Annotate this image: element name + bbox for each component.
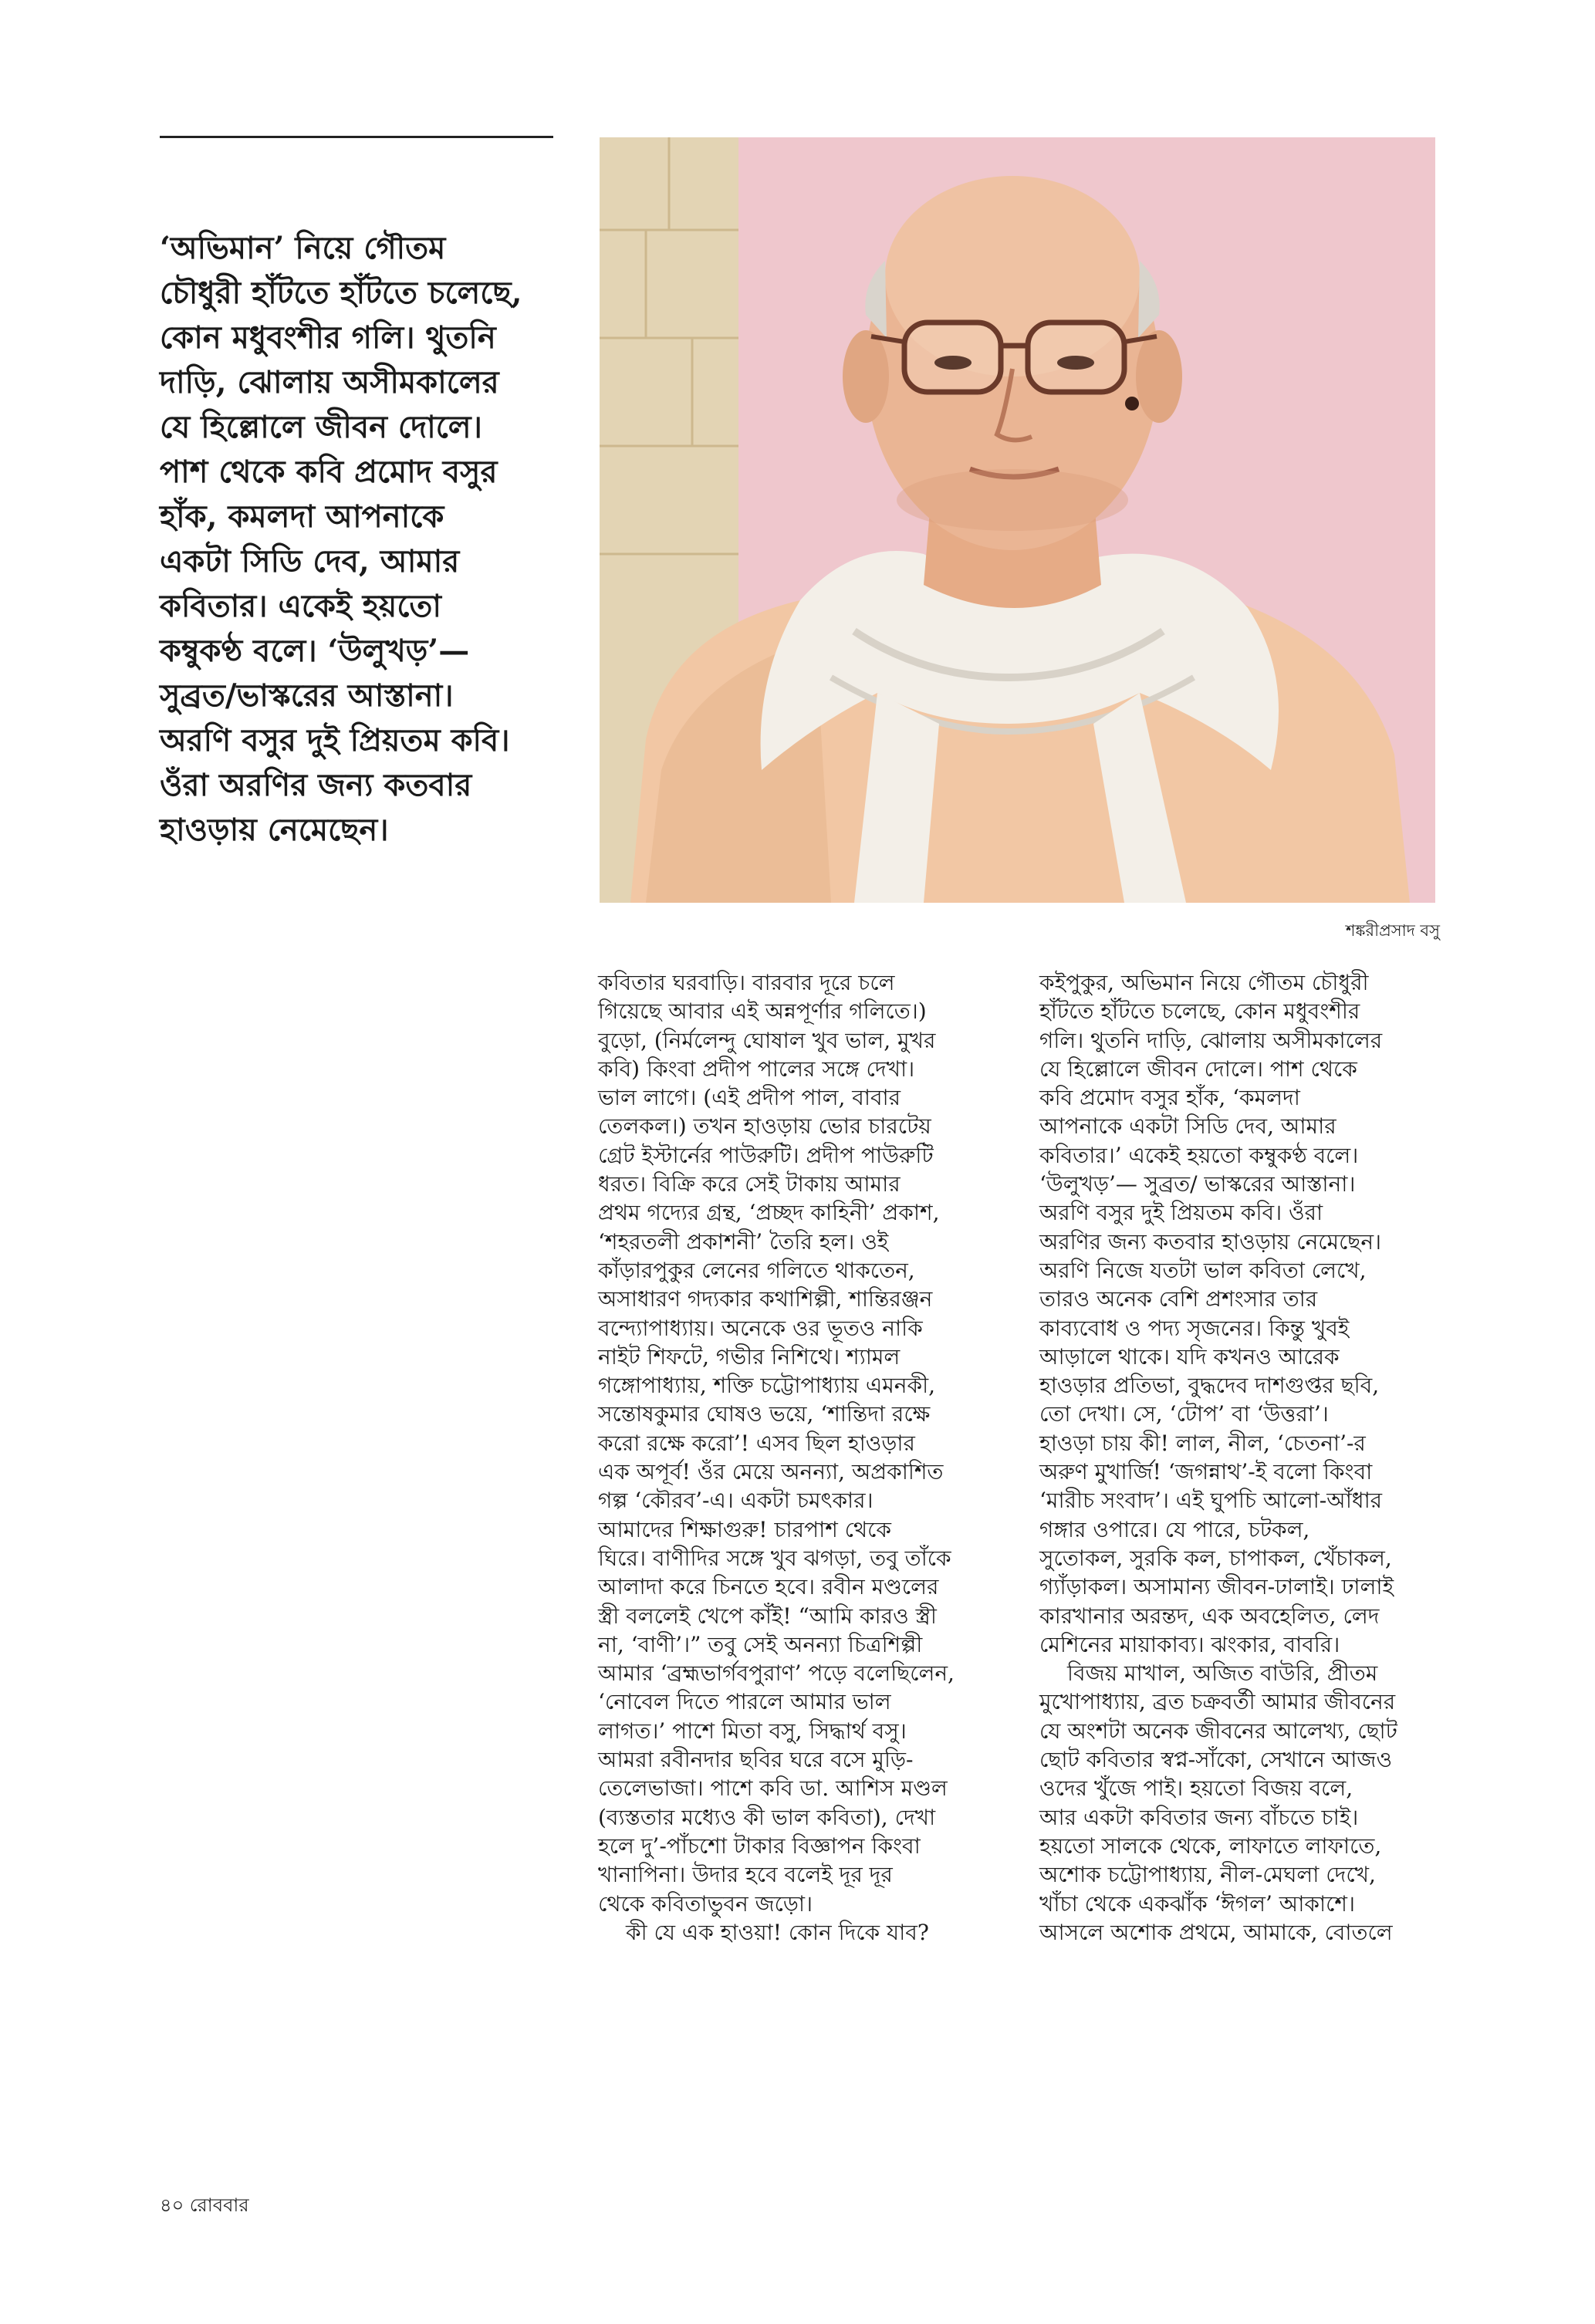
text-line: কইপুকুর, অভিমান নিয়ে গৌতম চৌধুরী <box>1039 970 1369 995</box>
text-line: যে হিল্লোলে জীবন দোলে। পাশ থেকে <box>1039 1056 1357 1082</box>
text-line: সন্তোষকুমার ঘোষও ভয়ে, ‘শান্তিদা রক্ষে <box>598 1401 931 1427</box>
text-line: খাঁচা থেকে একঝাঁক ‘ঈগল’ আকাশে। <box>1039 1890 1355 1917</box>
text-line: হাওড়া চায় কী! লাল, নীল, ‘চেতনা’-র <box>1039 1430 1366 1456</box>
text-line: প্রথম গদ্যের গ্রন্থ, ‘প্রচ্ছদ কাহিনী’ প্রকাশ, <box>598 1200 940 1226</box>
portrait-photo <box>600 137 1435 903</box>
text-line: ‘শহরতলী প্রকাশনী’ তৈরি হল। ওই <box>598 1228 889 1255</box>
text-line: বন্দ্যোপাধ্যায়। অনেকে ওর ভূতও নাকি <box>598 1315 923 1341</box>
text-line: বুড়ো, (নির্মলেন্দু ঘোষাল খুব ভাল, মুখর <box>598 1027 936 1053</box>
text-line: তেলেভাজা। পাশে কবি ডা. আশিস মণ্ডল <box>598 1775 948 1802</box>
pull-quote-line: কোন মধুবংশীর গলি। থুতনি <box>160 319 496 356</box>
text-line: ঘিরে। বাণীদির সঙ্গে খুব ঝগড়া, তবু তাঁকে <box>598 1545 951 1571</box>
pull-quote-line: চৌধুরী হাঁটতে হাঁটতে চলেছে, <box>160 275 522 311</box>
pull-quote-line: সুব্রত/ভাস্করের আস্তানা। <box>160 677 454 714</box>
text-line: তারও অনেক বেশি প্রশংসার তার <box>1039 1286 1318 1312</box>
text-line: অরুণ মুখার্জি! ‘জগন্নাথ’-ই বলো কিংবা <box>1039 1459 1373 1485</box>
top-rule <box>160 136 553 138</box>
text-line: ধরত। বিক্রি করে সেই টাকায় আমার <box>598 1171 901 1197</box>
text-line: অরণি নিজে যতটা ভাল কবিতা লেখে, <box>1039 1257 1367 1283</box>
pull-quote-line: হাওড়ায় নেমেছেন। <box>160 812 389 848</box>
text-line: না, ‘বাণী’।” তবু সেই অনন্যা চিত্রশিল্পী <box>598 1631 923 1657</box>
text-line: কাব্যবোধ ও পদ্য সৃজনের। কিন্তু খুবই <box>1039 1315 1350 1341</box>
pull-quote-line: ‘অভিমান’ নিয়ে গৌতম <box>160 230 446 266</box>
text-line: ‘উলুখড়’— সুব্রত/ ভাস্করের আস্তানা। <box>1039 1171 1356 1197</box>
pull-quote-line: কবিতার। একেই হয়তো <box>160 588 442 624</box>
pull-quote-line: হাঁক, কমলদা আপনাকে <box>160 498 444 535</box>
text-line: অরণি বসুর দুই প্রিয়তম কবি। ওঁরা <box>1039 1200 1323 1226</box>
text-line: আমাদের শিক্ষাগুরু! চারপাশ থেকে <box>598 1516 891 1542</box>
text-line: কারখানার অরন্তদ, এক অবহেলিত, লেদ <box>1039 1603 1380 1629</box>
text-line: কী যে এক হাওয়া! কোন দিকে যাব? <box>626 1919 929 1945</box>
text-line: গঙ্গোপাধ্যায়, শক্তি চট্টোপাধ্যায় এমনকী, <box>598 1373 935 1399</box>
text-line: হাওড়ার প্রতিভা, বুদ্ধদেব দাশগুপ্তর ছবি, <box>1039 1373 1380 1399</box>
text-line: (ব্যস্ততার মধ্যেও কী ভাল কবিতা), দেখা <box>598 1804 936 1830</box>
text-line: তো দেখা। সে, ‘টোপ’ বা ‘উত্তরা’। <box>1039 1401 1329 1427</box>
text-line: হাঁটতে হাঁটতে চলেছে, কোন মধুবংশীর <box>1039 998 1360 1025</box>
text-line: গ্যাঁড়াকল। অসামান্য জীবন-ঢালাই। ঢালাই <box>1039 1574 1394 1600</box>
text-line: কাঁড়ারপুকুর লেনের গলিতে থাকতেন, <box>598 1257 915 1283</box>
text-line: হয়তো সালকে থেকে, লাফাতে লাফাতে, <box>1039 1833 1382 1859</box>
text-line: আসলে অশোক প্রথমে, আমাকে, বোতলে <box>1039 1919 1393 1945</box>
text-line: তেলকল।) তখন হাওড়ায় ভোর চারটেয় <box>598 1113 931 1140</box>
text-line: ওদের খুঁজে পাই। হয়তো বিজয় বলে, <box>1039 1775 1353 1802</box>
text-line: করো রক্ষে করো’! এসব ছিল হাওড়ার <box>598 1430 915 1456</box>
text-line: গঙ্গার ওপারে। যে পারে, চটকল, <box>1039 1516 1310 1542</box>
pull-quote-line: অরণি বসুর দুই প্রিয়তম কবি। <box>160 722 510 758</box>
text-line: কবি প্রমোদ বসুর হাঁক, ‘কমলদা <box>1039 1085 1300 1111</box>
text-line: কবিতার ঘরবাড়ি। বারবার দূরে চলে <box>598 970 895 995</box>
photo-caption: শঙ্করীপ্রসাদ বসু <box>1345 921 1440 940</box>
pull-quote-line: দাড়ি, ঝোলায় অসীমকালের <box>160 364 499 400</box>
article-column-right <box>1039 968 1448 1947</box>
text-line: খানাপিনা। উদার হবে বলেই দূর দূর <box>598 1862 893 1888</box>
text-line: ‘মারীচ সংবাদ’। এই ঘুপচি আলো-আঁধার <box>1039 1488 1383 1514</box>
text-line: গল্প ‘কৌরব’-এ। একটা চমৎকার। <box>598 1488 874 1514</box>
text-line: ভাল লাগে। (এই প্রদীপ পাল, বাবার <box>598 1085 901 1111</box>
text-line: গিয়েছে আবার এই অন্নপূর্ণার গলিতে।) <box>598 998 927 1025</box>
text-line: বিজয় মাখাল, অজিত বাউরি, প্রীতম <box>1067 1660 1378 1687</box>
text-line: মেশিনের মায়াকাব্য। ঝংকার, বাবরি। <box>1039 1631 1340 1657</box>
text-line: মুখোপাধ্যায়, ব্রত চক্রবর্তী আমার জীবনের <box>1039 1689 1396 1715</box>
text-line: আর একটা কবিতার জন্য বাঁচতে চাই। <box>1039 1804 1359 1830</box>
pull-quote-line: একটা সিডি দেব, আমার <box>160 543 460 579</box>
text-line: কবিতার।’ একেই হয়তো কম্বুকণ্ঠ বলে। <box>1039 1142 1359 1168</box>
text-line: স্ত্রী বললেই খেপে কাঁই! “আমি কারও স্ত্রী <box>598 1603 937 1629</box>
pull-quote-line: ওঁরা অরণির জন্য কতবার <box>160 767 472 803</box>
text-line: আপনাকে একটা সিডি দেব, আমার <box>1039 1113 1336 1140</box>
pull-quote-line: যে হিল্লোলে জীবন দোলে। <box>160 409 482 445</box>
text-line: লাগত।’ পাশে মিতা বসু, সিদ্ধার্থ বসু। <box>598 1718 907 1744</box>
pull-quote <box>160 226 561 853</box>
text-line: অশোক চট্টোপাধ্যায়, নীল-মেঘলা দেখে, <box>1039 1862 1376 1888</box>
page-folio: ৪০ রোববার <box>160 2194 249 2216</box>
portrait-illustration <box>600 137 1435 903</box>
text-line: এক অপূর্ব! ওঁর মেয়ে অনন্যা, অপ্রকাশিত <box>598 1459 944 1485</box>
text-line: হলে দু’-পাঁচশো টাকার বিজ্ঞাপন কিংবা <box>598 1833 921 1859</box>
text-line: ‘নোবেল দিতে পারলে আমার ভাল <box>598 1689 891 1715</box>
text-line: গলি। থুতনি দাড়ি, ঝোলায় অসীমকালের <box>1039 1027 1383 1053</box>
text-line: ছোট কবিতার স্বপ্ন-সাঁকো, সেখানে আজও <box>1039 1747 1393 1773</box>
text-line: সুতোকল, সুরকি কল, চাপাকল, খেঁচাকল, <box>1039 1545 1392 1571</box>
text-line: আড়ালে থাকে। যদি কখনও আরেক <box>1039 1343 1340 1370</box>
text-line: থেকে কবিতাভুবন জড়ো। <box>598 1890 813 1917</box>
text-line: যে অংশটা অনেক জীবনের আলেখ্য, ছোট <box>1039 1718 1397 1744</box>
text-line: আলাদা করে চিনতে হবে। রবীন মণ্ডলের <box>598 1574 939 1600</box>
text-line: আমার ‘ব্রহ্মভার্গবপুরাণ’ পড়ে বলেছিলেন, <box>598 1660 955 1687</box>
pull-quote-line: পাশ থেকে কবি প্রমোদ বসুর <box>160 454 498 490</box>
pull-quote-line: কম্বুকণ্ঠ বলে। ‘উলুখড়’— <box>160 633 470 669</box>
text-line: অসাধারণ গদ্যকার কথাশিল্পী, শান্তিরঞ্জন <box>598 1286 933 1312</box>
text-line: আমরা রবীনদার ছবির ঘরে বসে মুড়ি- <box>598 1747 914 1773</box>
text-line: নাইট শিফটে, গভীর নিশিথে। শ্যামল <box>598 1343 901 1370</box>
article-column-left <box>598 968 1007 1947</box>
text-line: অরণির জন্য কতবার হাওড়ায় নেমেছেন। <box>1039 1228 1382 1255</box>
text-line: গ্রেট ইস্টার্নের পাউরুটি। প্রদীপ পাউরুটি <box>598 1142 934 1168</box>
text-line: কবি) কিংবা প্রদীপ পালের সঙ্গে দেখা। <box>598 1056 915 1082</box>
